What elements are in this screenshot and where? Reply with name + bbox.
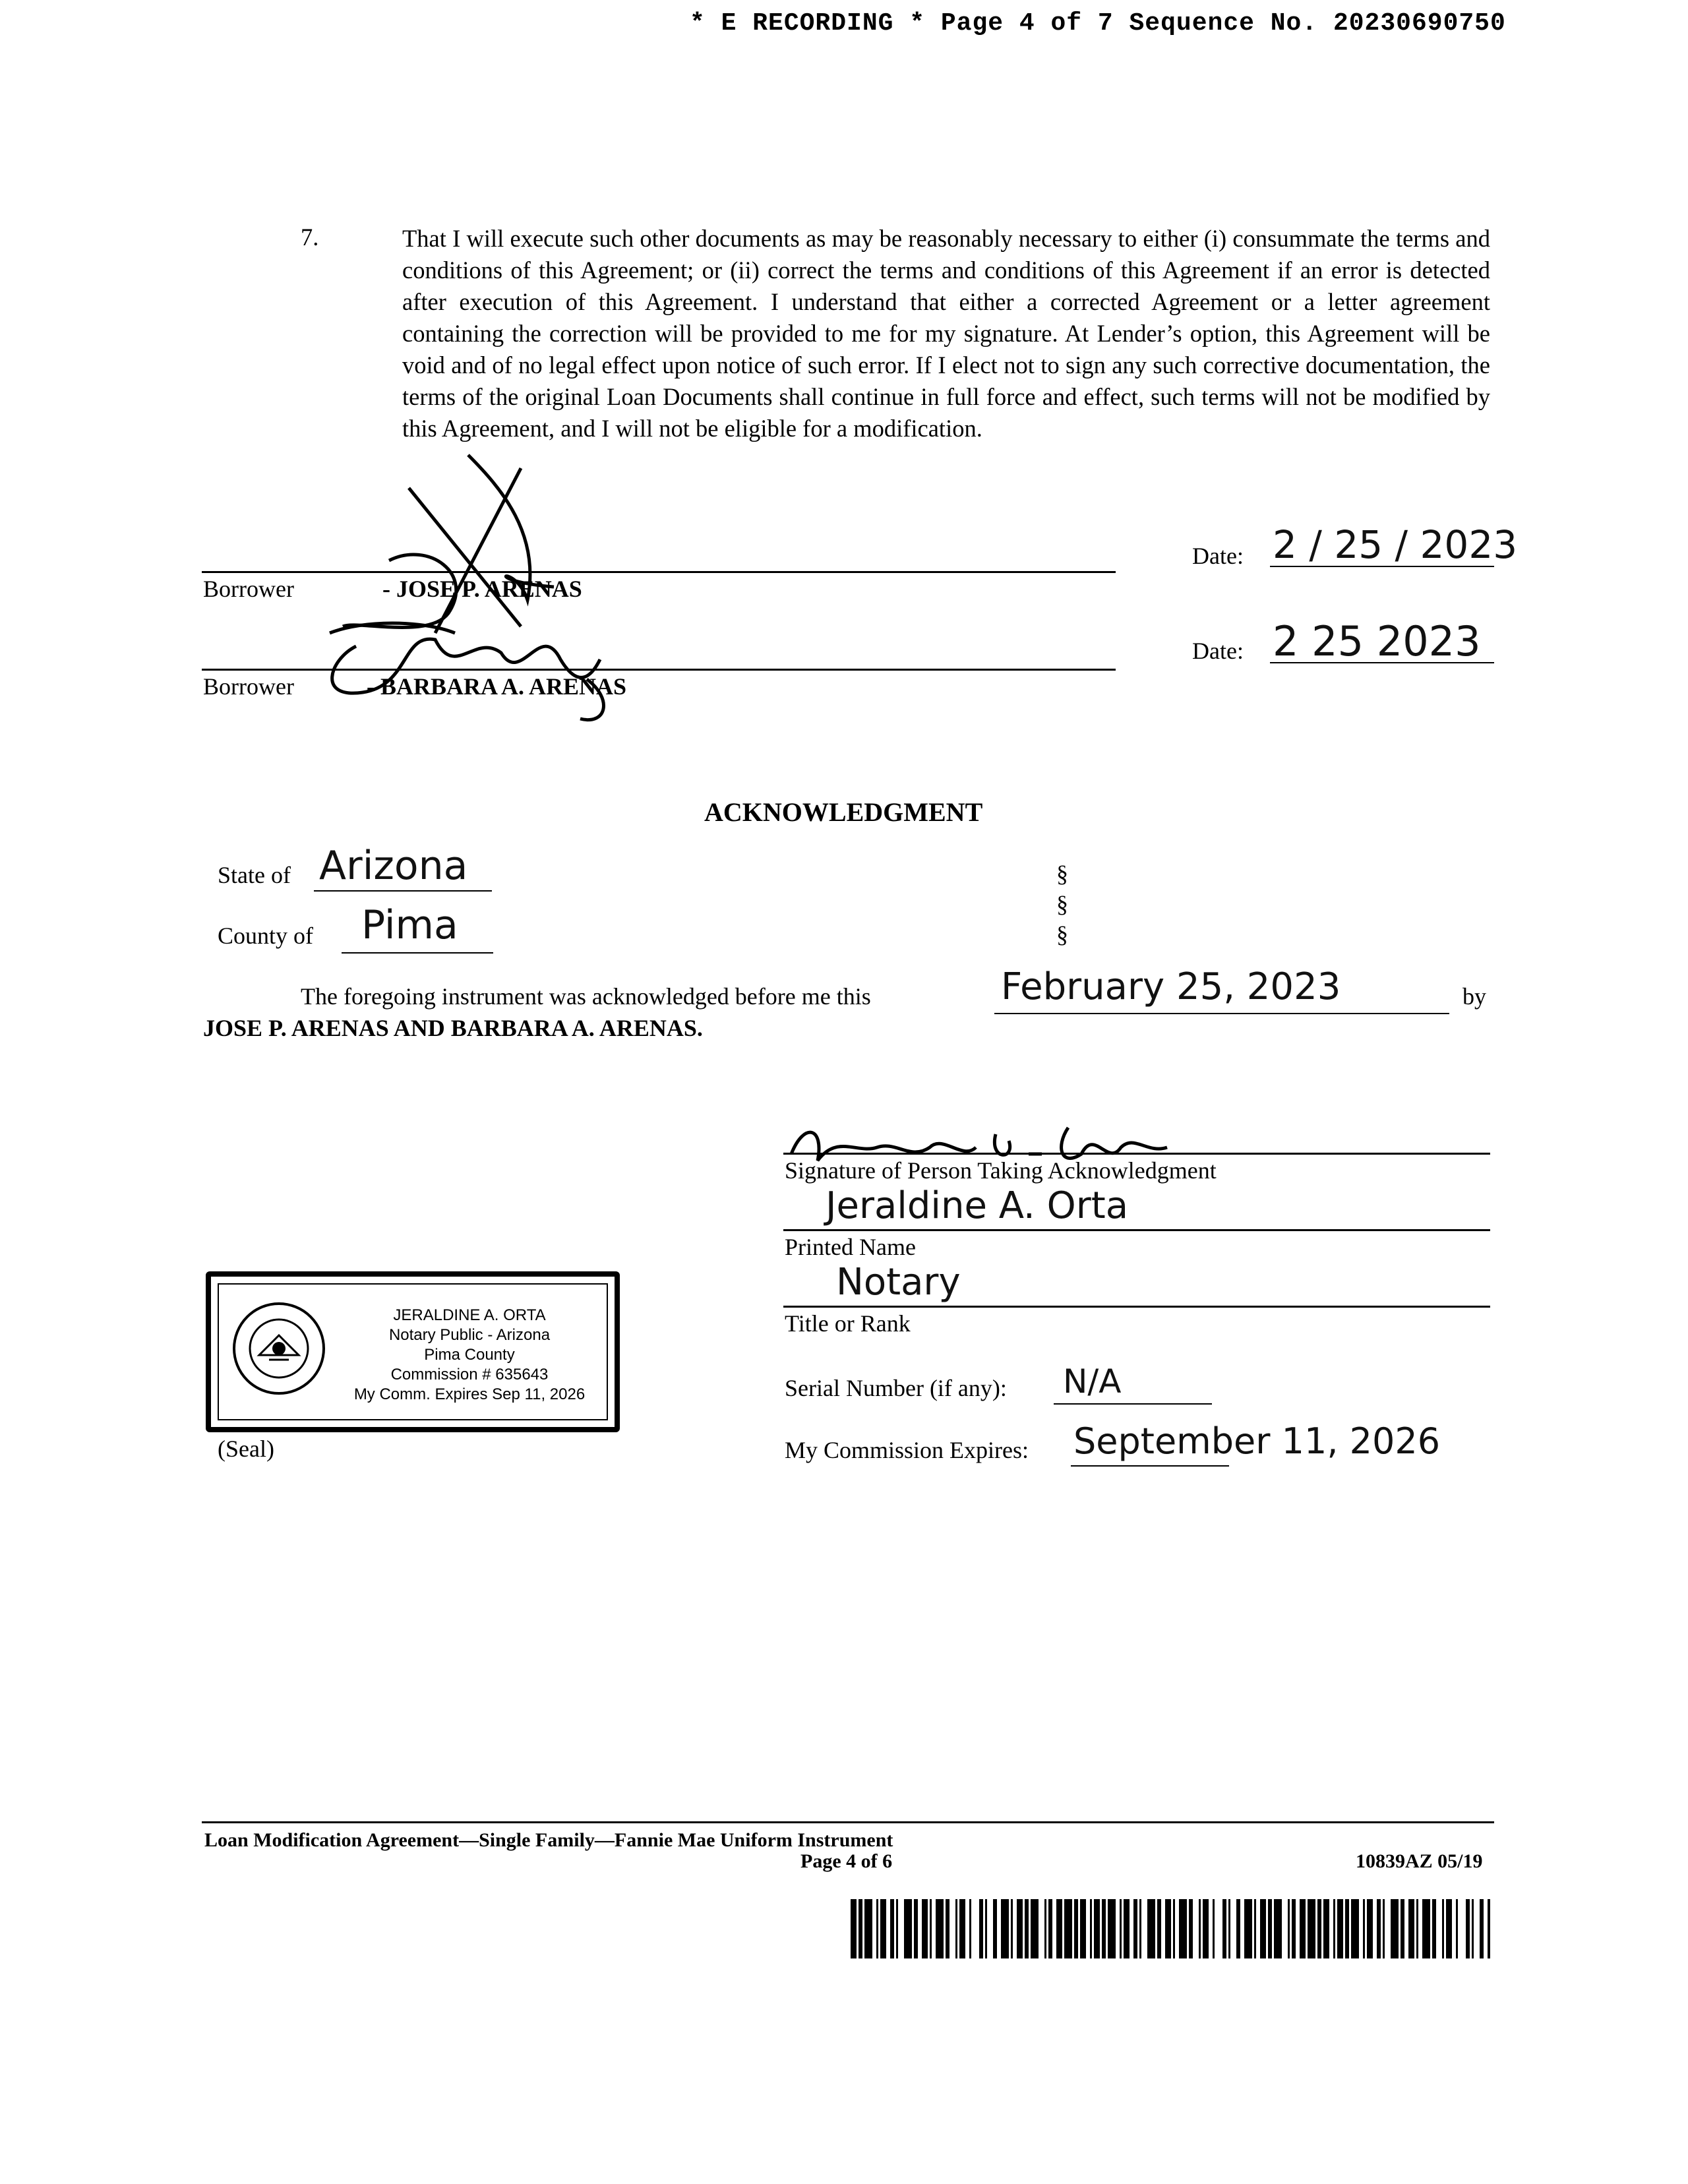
seal-label: (Seal) bbox=[218, 1436, 274, 1462]
commission-line bbox=[1071, 1465, 1229, 1467]
acknowledged-names: JOSE P. ARENAS AND BARBARA A. ARENAS. bbox=[203, 1015, 703, 1041]
footer-form-code: 10839AZ 05/19 bbox=[1356, 1850, 1483, 1872]
barcode-bar bbox=[864, 1899, 872, 1958]
barcode-bar bbox=[1377, 1899, 1381, 1958]
seal-line-name: JERALDINE A. ORTA bbox=[393, 1306, 546, 1324]
barcode-bar bbox=[1031, 1899, 1039, 1958]
barcode-bar bbox=[1408, 1899, 1414, 1958]
barcode-bar bbox=[1236, 1899, 1240, 1958]
barcode-bar bbox=[1001, 1899, 1009, 1958]
section-mark-2: § bbox=[1056, 891, 1068, 917]
barcode-bar bbox=[1120, 1899, 1122, 1958]
barcode-bar bbox=[1351, 1899, 1359, 1958]
barcode-bar bbox=[876, 1899, 878, 1958]
notary-signature-line bbox=[783, 1153, 1490, 1155]
barcode-bar bbox=[1056, 1899, 1062, 1958]
barcode-icon bbox=[851, 1899, 1490, 1958]
barcode-bar bbox=[1323, 1899, 1329, 1958]
barcode-bar bbox=[1222, 1899, 1226, 1958]
barcode-bar bbox=[1383, 1899, 1385, 1958]
state-value: Arizona bbox=[319, 843, 468, 889]
barcode-bar bbox=[1466, 1899, 1470, 1958]
barcode-bar bbox=[1074, 1899, 1078, 1958]
barcode-bar bbox=[1025, 1899, 1029, 1958]
barcode-bar bbox=[1292, 1899, 1296, 1958]
barcode-bar bbox=[1080, 1899, 1086, 1958]
barcode-bar bbox=[1094, 1899, 1100, 1958]
barcode-bar bbox=[1228, 1899, 1230, 1958]
barcode-bar bbox=[1017, 1899, 1023, 1958]
barcode-bar bbox=[930, 1899, 932, 1958]
barcode-bar bbox=[890, 1899, 894, 1958]
borrower-2-date-label: Date: bbox=[1192, 638, 1244, 664]
barcode-bar bbox=[1244, 1899, 1252, 1958]
barcode-bar bbox=[880, 1899, 886, 1958]
barcode-bar bbox=[1064, 1899, 1072, 1958]
barcode-bar bbox=[1337, 1899, 1343, 1958]
borrower-1-date-line bbox=[1270, 566, 1494, 567]
serial-number-line bbox=[1054, 1403, 1212, 1405]
barcode-bar bbox=[1203, 1899, 1209, 1958]
barcode-bar bbox=[1345, 1899, 1349, 1958]
state-seal-icon bbox=[229, 1299, 328, 1398]
barcode-bar bbox=[1260, 1899, 1266, 1958]
barcode-bar bbox=[1472, 1899, 1474, 1958]
barcode-bar bbox=[1108, 1899, 1116, 1958]
title-line bbox=[783, 1306, 1490, 1308]
barcode-bar bbox=[969, 1899, 971, 1958]
county-value: Pima bbox=[361, 902, 458, 948]
recording-header: * E RECORDING * Page 4 of 7 Sequence No. 20230690750 bbox=[690, 9, 1506, 38]
barcode-bar bbox=[1179, 1899, 1187, 1958]
foregoing-text: The foregoing instrument was acknowledged before me this bbox=[301, 983, 871, 1010]
barcode-bar bbox=[1199, 1899, 1201, 1958]
barcode-bar bbox=[1308, 1899, 1315, 1958]
barcode-bar bbox=[979, 1899, 983, 1958]
barcode-bar bbox=[1391, 1899, 1399, 1958]
barcode-bar bbox=[1317, 1899, 1321, 1958]
seal-line-title: Notary Public - Arizona bbox=[388, 1326, 551, 1344]
serial-number-value: N/A bbox=[1063, 1362, 1122, 1401]
barcode-bar bbox=[1363, 1899, 1365, 1958]
seal-line-county: Pima County bbox=[424, 1346, 515, 1364]
notary-seal-stamp bbox=[206, 1271, 620, 1432]
barcode-bar bbox=[1488, 1899, 1490, 1958]
barcode-bar bbox=[1189, 1899, 1193, 1958]
barcode-bar bbox=[1401, 1899, 1404, 1958]
seal-line-commission: Commission # 635643 bbox=[390, 1366, 549, 1383]
barcode-bar bbox=[1432, 1899, 1436, 1958]
by-text: by bbox=[1462, 983, 1486, 1010]
barcode-bar bbox=[1011, 1899, 1013, 1958]
footer-title: Loan Modification Agreement—Single Family—Fannie Mae Uniform Instrument bbox=[204, 1829, 893, 1851]
barcode-bar bbox=[936, 1899, 944, 1958]
barcode-bar bbox=[1300, 1899, 1306, 1958]
barcode-bar bbox=[1048, 1899, 1052, 1958]
barcode-bar bbox=[1416, 1899, 1418, 1958]
barcode-bar bbox=[1480, 1899, 1484, 1958]
borrower-2-signature bbox=[303, 593, 646, 725]
state-label: State of bbox=[218, 862, 291, 888]
barcode-bar bbox=[1133, 1899, 1137, 1958]
barcode-bar bbox=[955, 1899, 957, 1958]
foregoing-date-line bbox=[994, 1013, 1449, 1014]
barcode-bar bbox=[1367, 1899, 1373, 1958]
barcode-bar bbox=[1442, 1899, 1444, 1958]
borrower-2-name: - BARBARA A. ARENAS bbox=[367, 673, 627, 700]
seal-line-expires: My Comm. Expires Sep 11, 2026 bbox=[353, 1385, 586, 1403]
barcode-bar bbox=[859, 1899, 862, 1958]
barcode-bar bbox=[1124, 1899, 1130, 1958]
barcode-bar bbox=[1288, 1899, 1290, 1958]
barcode-bar bbox=[922, 1899, 928, 1958]
notary-signature-label: Signature of Person Taking Acknowledgment bbox=[785, 1157, 1217, 1184]
barcode-bar bbox=[1213, 1899, 1215, 1958]
footer-page: Page 4 of 6 bbox=[800, 1850, 893, 1872]
footer-divider bbox=[202, 1821, 1494, 1823]
borrower-1-name: - JOSE P. ARENAS bbox=[382, 576, 582, 602]
state-line bbox=[314, 890, 492, 892]
barcode-bar bbox=[851, 1899, 857, 1958]
title-label: Title or Rank bbox=[785, 1310, 911, 1337]
barcode-bar bbox=[896, 1899, 898, 1958]
barcode-bar bbox=[1147, 1899, 1155, 1958]
barcode-bar bbox=[959, 1899, 965, 1958]
section-mark-1: § bbox=[1056, 861, 1068, 887]
barcode-bar bbox=[904, 1899, 912, 1958]
barcode-bar bbox=[1422, 1899, 1430, 1958]
barcode-bar bbox=[1165, 1899, 1171, 1958]
commission-value: September 11, 2026 bbox=[1073, 1420, 1441, 1462]
barcode-bar bbox=[1446, 1899, 1452, 1958]
borrower-1-label: Borrower bbox=[203, 576, 294, 602]
barcode-bar bbox=[1274, 1899, 1282, 1958]
barcode-bar bbox=[1268, 1899, 1272, 1958]
barcode-bar bbox=[946, 1899, 950, 1958]
barcode-bar bbox=[1254, 1899, 1256, 1958]
barcode-bar bbox=[1139, 1899, 1141, 1958]
title-value: Notary bbox=[836, 1261, 961, 1304]
foregoing-date: February 25, 2023 bbox=[1001, 965, 1341, 1008]
barcode-bar bbox=[1333, 1899, 1335, 1958]
printed-name-label: Printed Name bbox=[785, 1234, 916, 1260]
county-line bbox=[342, 952, 493, 954]
county-label: County of bbox=[218, 923, 314, 949]
commission-label: My Commission Expires: bbox=[785, 1437, 1029, 1463]
serial-number-label: Serial Number (if any): bbox=[785, 1375, 1007, 1401]
barcode-bar bbox=[1102, 1899, 1106, 1958]
borrower-1-date-value: 2 / 25 / 2023 bbox=[1273, 522, 1518, 567]
barcode-bar bbox=[1090, 1899, 1092, 1958]
barcode-bar bbox=[1173, 1899, 1175, 1958]
acknowledgment-title: ACKNOWLEDGMENT bbox=[704, 797, 983, 827]
barcode-bar bbox=[985, 1899, 987, 1958]
barcode-bar bbox=[1456, 1899, 1458, 1958]
borrower-2-date-value: 2 25 2023 bbox=[1273, 617, 1481, 665]
borrower-2-date-line bbox=[1270, 662, 1494, 663]
barcode-bar bbox=[914, 1899, 918, 1958]
printed-name-value: Jeraldine A. Orta bbox=[826, 1184, 1129, 1227]
borrower-2-label: Borrower bbox=[203, 673, 294, 700]
borrower-1-date-label: Date: bbox=[1192, 543, 1244, 569]
barcode-bar bbox=[1157, 1899, 1161, 1958]
printed-name-line bbox=[783, 1229, 1490, 1231]
barcode-bar bbox=[1044, 1899, 1046, 1958]
barcode-bar bbox=[993, 1899, 997, 1958]
clause-number: 7. bbox=[301, 224, 319, 251]
clause-7-text: That I will execute such other documents as may be reasonably necessary to either (i) consummate the terms and conditions of this Agreement; or (ii) correct the terms and conditions of this Agreement if an error is detected after execution of this Agreement. I understand that either a corrected Agreement or a letter agreement containing the correction will be provided to me for my signature. At Lender’s option, this Agreement will be void and of no legal effect upon notice of such error. If I elect not to sign any such corrective documentation, the terms of the original Loan Documents shall continue in full force and effect, such terms will not be modified by this Agreement, and I will not be eligible for a modification. bbox=[402, 225, 1490, 442]
section-mark-3: § bbox=[1056, 921, 1068, 948]
